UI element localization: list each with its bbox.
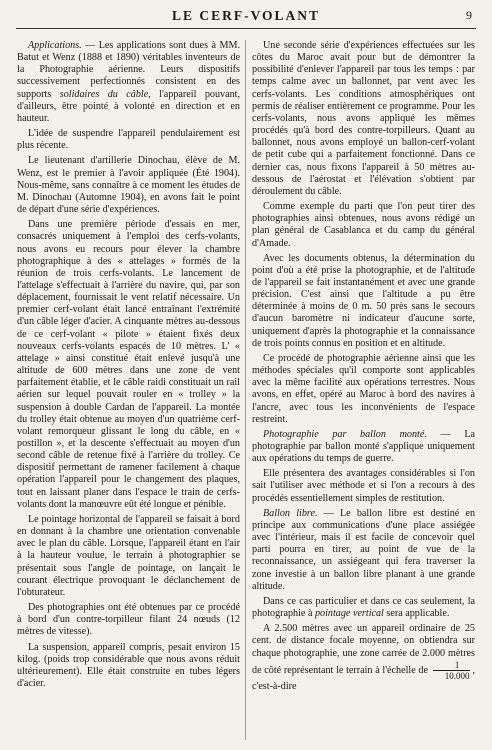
paragraph-text: , l'appareil pouvant, d'ailleurs, être pointé à volonté en direction et en hauteur. <box>17 88 240 124</box>
paragraph: Avec les documents obtenus, la détermination du point d'où a été prise la photographie, et de l'altitude de l'appareil se fait instantanément et avec une grande précision. C'est ainsi que l'altitude a pu être déterminée à moins de 0 m. 50 près sans le secours d'aucun baromètre ni indicateur d'aucune sorte, uniquement d'après la photographie et la connaissance de trois points connus en position et en altitude. <box>252 252 475 349</box>
paragraph: Comme exemple du parti que l'on peut tirer des photographies ainsi obtenues, nous avons rédigé un plan général de Casablanca et du camp du général d'Amade. <box>252 201 475 249</box>
left-column <box>17 40 240 740</box>
emphasis-text: pointage vertical <box>314 608 384 620</box>
section-lead-ballon-libre: Ballon libre. <box>263 507 318 519</box>
paragraph: Le lieutenant d'artillerie Dinochau, élève de M. Wenz, est le premier à l'avoir appliquée (Été 1904). Nous-même, sans connaître à ce moment les études de M. Dinochau (Automne 1904), en avons fait le point de départ d'une série d'expériences. <box>17 155 240 216</box>
paragraph-ballon-monte <box>252 429 475 465</box>
column-divider <box>245 40 246 740</box>
paragraph-text: A 2.500 mètres avec un appareil ordinaire de 25 cent. de distance focale moyenne, on obtiendra sur chaque photographie, une zone carrée de 2.000 mètres de côté représentant le terrain à l'échelle de <box>252 623 475 676</box>
section-lead-ballon-monte: Photographie par ballon monté. <box>263 428 427 440</box>
paragraph-ballon-libre <box>252 508 475 593</box>
fraction-denominator: 10.000 <box>444 670 470 681</box>
paragraph: Elle présentera des avantages considérables si l'on sait l'utiliser avec méthode et si l'on a recours à des procédés essentiellement simples de restitution. <box>252 468 475 504</box>
paragraph: La suspension, appareil compris, pesait environ 15 kilog. (poids trop considérable que nous avons réduit ultérieurement). Elle était construite en tubes légers d'acier. <box>17 641 240 689</box>
paragraph-text: sera applicable. <box>383 608 450 620</box>
emphasis-text: solidaires du câble <box>59 88 149 100</box>
paragraph: Une seconde série d'expériences effectuées sur les côtes du Maroc avait pour but de démontrer la possibilité d'enlever l'appareil par tous les temps : par temps calme avec un ballonnet, par vent avec les cerfs-volants. Les conditions atmosphériques ont permis de réaliser entièrement ce programme. Pour les cerfs-volants, nous avons appliqué les mêmes procédés qu'à bord des contre-torpilleurs. Quant au ballonnet, nous avons employé un ballon-cerf-volant de petit cube qui a parfaitement fonctionné. Dans ce dernier cas, nous fixons l'appareil à 50 mètres au-dessous de l'aérostat et l'élévation s'obtient par déroulement du câble. <box>252 40 475 197</box>
fraction-numerator: 1 <box>433 660 471 671</box>
paragraph-text: — Le ballon libre est destiné en principe aux communications d'une place assiégée avec l'intérieur, mais il est facile de concevoir quel parti pourra en tirer, au point de vue de la reconnaissance, un assiégeant qui fera traverser la zone investie à un ballon libre planant à une grande altitude. <box>252 507 475 592</box>
paragraph-text: — Les applications sont dues à MM. Batut et Wenz (1888 et 1890) véritables inventeurs de la Photographie aérienne. Leurs dispositifs successivement perfectionnés consistent en des supports <box>17 40 240 100</box>
paragraph-applications <box>17 40 240 125</box>
scale-fraction <box>433 660 471 681</box>
page-number: 9 <box>466 8 472 22</box>
paragraph: Des photographies ont été obtenues par ce procédé à bord d'un contre-torpilleur filant 24 nœuds (12 mètres de vitesse). <box>17 602 240 638</box>
paragraph-text: Dans ce cas particulier et dans ce cas seulement, la photographie à <box>252 595 475 620</box>
paragraph: Le pointage horizontal de l'appareil se faisait à bord en donnant à la chambre une orientation convenable avec le plan du câble. Lorsque, l'appareil étant en l'air à la hauteur voulue, le terrain à photographier se présentait sous l'angle de pointage, on lançait le courant électrique provoquant le déclanchement de l'obturateur. <box>17 513 240 598</box>
paragraph-text: — La photographie par ballon monté s'applique uniquement aux opérations du temps de guerre. <box>252 428 475 465</box>
paragraph-scale <box>252 623 475 693</box>
paragraph-text: , c'est-à-dire <box>252 664 475 692</box>
section-lead-applications: Applications. <box>28 40 82 51</box>
journal-title: LE CERF-VOLANT <box>171 8 321 23</box>
page-header <box>16 6 476 29</box>
right-column <box>252 40 475 740</box>
paragraph: Dans une première période d'essais en mer, consacrés uniquement à l'emploi des cerfs-volants, nous avons eu recours pour élever la chambre photographique à des « attelages » formés de la réunion de trois cerfs-volants. Le lancement de l'attelage s'effectuait à l'arrière du navire, qui, par son déplacement, fournissait le vent relatif nécessaire. Un premier cerf-volant était lancé entraînant l'extrémité d'un câble léger d'acier. A cinquante mètres au-dessous de ce cerf-volant « pilote » étaient fixés deux nouveaux cerfs-volants espacés de 10 mètres. L' « attelage » ainsi constitué était enlevé jusqu'à une altitude de 600 mètres dans une zone de vent parfaitement établie, et le câble raidi constituait un rail aérien sur lequel pouvait rouler en « trolley » la suspension à double Cardan de l'appareil. La montée du trolley était obtenue au moyen d'un quatrième cerf-volant remorqueur glissant le long du câble, en « postillon », et la descente s'effectuait au moyen d'un second câble de retenue fixé à l'arrière du trolley. Ce dispositif permettant de ramener facilement à chaque opération l'appareil pour le changement des plaques, tout en laissant planer dans l'espace le train de cerfs-volants dont la manœuvre eût été longue et pénible. <box>17 219 240 510</box>
paragraph: Ce procédé de photographie aérienne ainsi que les méthodes spéciales qu'il comporte sont applicables avec la même facilité aux opérations terrestres. Nous avons, en effet, opéré au Maroc à bord des navires à l'ancre, avec tous les inconvénients de l'espace restreint. <box>252 352 475 425</box>
paragraph <box>252 596 475 620</box>
paragraph: L'idée de suspendre l'appareil pendulairement est plus récente. <box>17 128 240 152</box>
